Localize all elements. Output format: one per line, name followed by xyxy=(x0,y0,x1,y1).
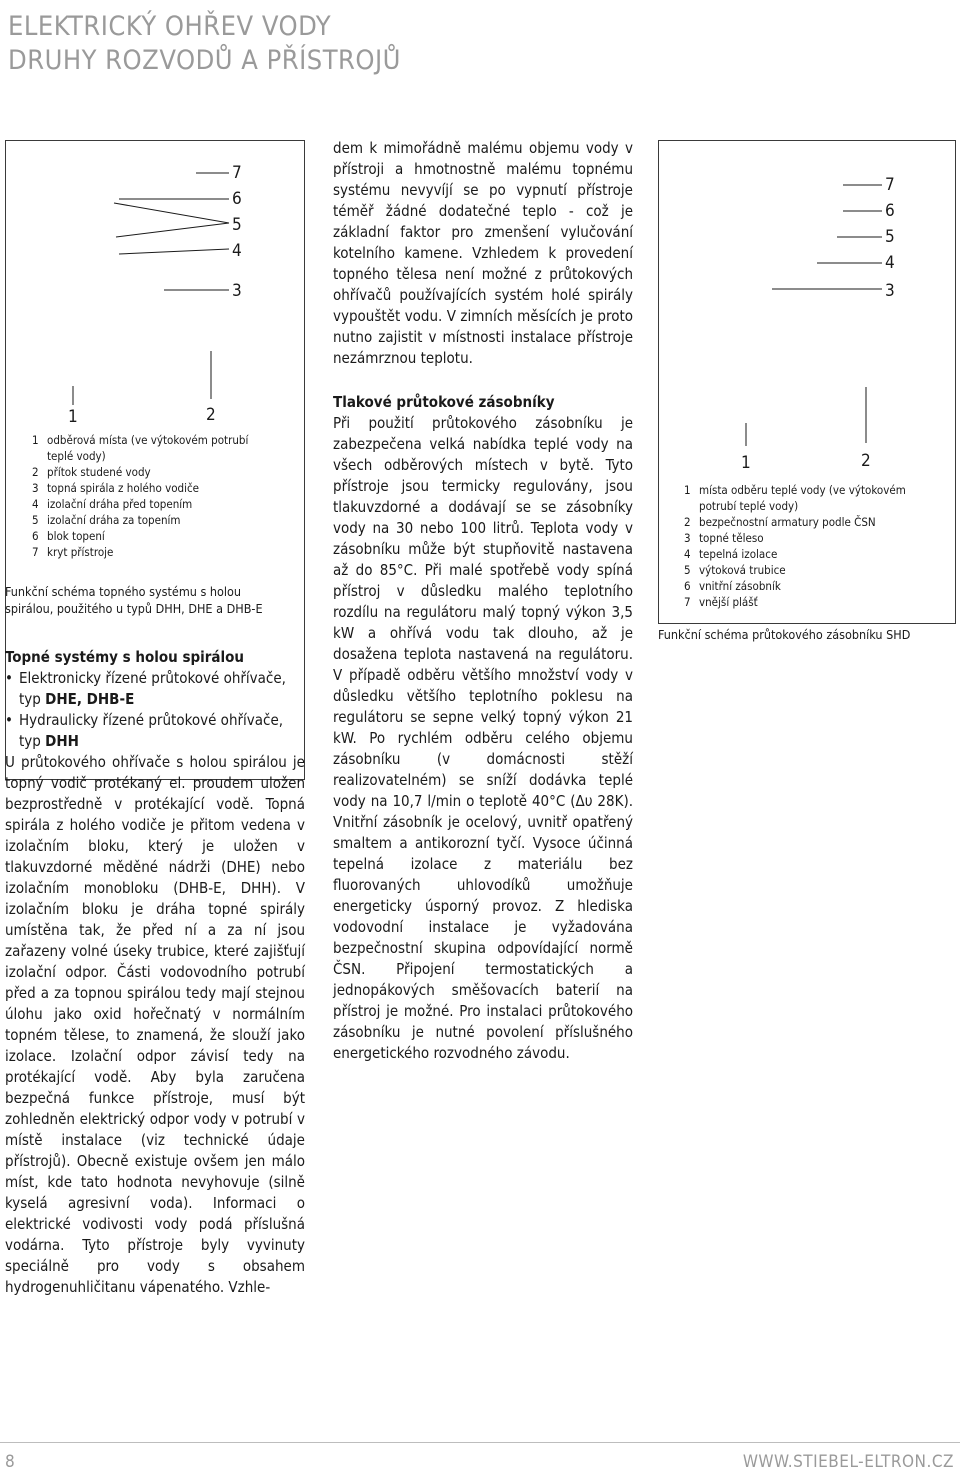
bullet-2-bold: DHH xyxy=(45,732,79,750)
legend-item xyxy=(32,512,272,528)
footer-divider xyxy=(0,1442,960,1443)
label-2: 2 xyxy=(206,405,216,425)
legend-item xyxy=(684,514,924,530)
bullet-dot: • xyxy=(5,711,13,729)
legend-text: výtoková trubice xyxy=(699,563,786,577)
legend-item xyxy=(32,496,272,512)
label-7: 7 xyxy=(232,163,242,183)
middle-continuation-text: dem k mimořádně malému objemu vody v přístroji a hmotnostně malému topnému systému nevyvíjí se po vypnutí přístroje téměř žádné dodatečné teplo - což je základní faktor pro zmenšení vylučování kotelního kamene. Vzhledem k provedení topného tělesa není možné z průtokových ohřívačů používajících systém holé spirály vypouštět vodu. V zimních měsících je proto nutno zajistit v místnosti instalace přístroje nezámrznou teplotu. xyxy=(333,139,633,367)
label-6: 6 xyxy=(885,201,895,221)
legend-number: 6 xyxy=(684,579,691,593)
right-diagram-caption: Funkční schéma průtokového zásobníku SHD xyxy=(658,627,911,642)
legend-text: přítok studené vody xyxy=(47,465,151,479)
bullet-1-bold: DHE, DHB-E xyxy=(45,690,135,708)
label-1: 1 xyxy=(741,453,751,473)
legend-text: blok topení xyxy=(47,529,105,543)
legend-number: 1 xyxy=(684,483,691,497)
legend-number: 2 xyxy=(684,515,691,529)
right-legend xyxy=(684,482,924,610)
legend-text: izolační dráha za topením xyxy=(47,513,181,527)
page-number: 8 xyxy=(5,1452,15,1472)
section-body-holou: U průtokového ohřívače s holou spirálou je topný vodič protékaný el. proudem uložen bezprostředně v protékající vodě. Topná spirála z holého vodiče je přitom vedena v izolačním bloku, který je uložen v tlakuvzdorné měděné nádrži (DHE) nebo izolačním monobloku (DHB-E, DHH). V izolačním bloku je dráha topné spirály umístěna tak, že před ní a za ní jsou zařazeny volné úseky trubice, které zajišťují izolační odpor. Části vodovodního potrubí před a za topnou spirálou tedy mají stejnou úlohu jako oxid hořečnatý v normálním topném tělese, to znamená, že slouží jako izolace. Izolační odpor závisí tedy na protékající vodě. Aby byla zaručena bezpečná funkce přístroje, musí být zohledněn elektrický odpor vody v potrubí v místě instalace (viz technické údaje přístrojů). Obecně existuje ovšem jen málo míst, kde tato hodnota nevyhovuje (silně kyselá agresivní voda). Informaci o elektrické vodivosti vody podá příslušná vodárna. Tyto přístroje byly vyvinuty speciálně pro vody s obsahem hydrogenuhličitanu vápenatého. Vzhle- xyxy=(5,753,305,1296)
leader-5b xyxy=(116,223,229,237)
legend-number: 5 xyxy=(684,563,691,577)
legend-item xyxy=(684,562,924,578)
section-body-tlakove: Při použití průtokového zásobníku je zabezpečena velká nabídka teplé vody na všech odběrových místech v bytě. Tyto přístroje jsou termicky regulovány, jsou tlakuvzdorné a dodávají se se zásobníky vody na 30 nebo 100 litrů. Teplota vody v zásobníku může být stupňovitě nastavena až do 85°C. Při malé spotřebě vody spíná přístroj v důsledku malého teplotního rozdílu na regulátoru malý topný výkon 3,5 kW a ohřívá vodu tak dlouho, až je dosažena teplota nastavená na regulátoru. V případě odběru většího množství vody v důsledku většího teplotního poklesu na regulátoru se sepne velký topný výkon 21 kW. Po rychlém odběru celého objemu zásobníku (v domácnosti stěží realizovatelném) se sníží dodávka teplé vody na 10,7 l/min o teplotě 40°C (Δυ 28K). Vnitřní zásobník je ocelový, uvnitř opatřený smaltem a antikorozní tyčí. Vysoce účinná tepelná izolace z materiálu bez fluorovaných uhlovodíků umožňuje energeticky úsporný provoz. Z hlediska vodovodní instalace je vyžadována bezpečnostní skupina odpovídající normě ČSN. Připojení termostatických a jednopákových směšovacích baterií na přístroj je možné. Pro instalaci průtokového zásobníku je nutné povolení příslušného energetického rozvodného závodu. xyxy=(333,414,633,1062)
label-4: 4 xyxy=(232,241,242,261)
legend-number: 5 xyxy=(32,513,39,527)
page-title xyxy=(8,10,401,78)
label-7: 7 xyxy=(885,175,895,195)
legend-item xyxy=(684,530,924,546)
legend-number: 7 xyxy=(684,595,691,609)
legend-text: místa odběru teplé vody (ve výtokovém potrubí teplé vody) xyxy=(699,483,906,513)
bullet-dot: • xyxy=(5,669,13,687)
legend-item xyxy=(32,544,272,560)
legend-item xyxy=(32,528,272,544)
label-5: 5 xyxy=(885,227,895,247)
label-3: 3 xyxy=(885,281,895,301)
legend-number: 1 xyxy=(32,433,39,447)
legend-text: tepelná izolace xyxy=(699,547,778,561)
section-heading-tlakove: Tlakové průtokové zásobníky xyxy=(333,393,555,411)
legend-text: topné těleso xyxy=(699,531,764,545)
legend-text: vnější plášť xyxy=(699,595,758,609)
legend-text: bezpečnostní armatury podle ČSN xyxy=(699,515,876,529)
legend-text: odběrová místa (ve výtokovém potrubí teplé vody) xyxy=(47,433,249,463)
bullet-2-text: Hydraulicky řízené průtokové ohřívače, typ xyxy=(19,711,284,750)
footer-url[interactable]: WWW.STIEBEL-ELTRON.CZ xyxy=(742,1452,954,1472)
legend-number: 3 xyxy=(32,481,39,495)
legend-item xyxy=(32,480,272,496)
legend-text: topná spirála z holého vodiče xyxy=(47,481,200,495)
label-2: 2 xyxy=(861,451,871,471)
legend-text: vnitřní zásobník xyxy=(699,579,781,593)
middle-column-lower xyxy=(333,392,633,1064)
bullet-text xyxy=(19,668,305,710)
legend-item xyxy=(684,594,924,610)
section-heading-holou: Topné systémy s holou spirálou xyxy=(5,648,245,666)
middle-column xyxy=(333,138,633,369)
legend-number: 7 xyxy=(32,545,39,559)
leader-4 xyxy=(119,249,229,254)
left-legend xyxy=(32,432,272,560)
legend-text: izolační dráha před topením xyxy=(47,497,193,511)
legend-text: kryt přístroje xyxy=(47,545,114,559)
bullet-item xyxy=(5,710,305,752)
label-5: 5 xyxy=(232,215,242,235)
legend-item xyxy=(684,578,924,594)
legend-item xyxy=(684,546,924,562)
label-4: 4 xyxy=(885,253,895,273)
legend-item xyxy=(684,482,924,514)
right-diagram-lines xyxy=(659,141,955,481)
legend-number: 6 xyxy=(32,529,39,543)
legend-number: 3 xyxy=(684,531,691,545)
legend-number: 2 xyxy=(32,465,39,479)
legend-item xyxy=(32,464,272,480)
bullet-1-text: Elektronicky řízené průtokové ohřívače, typ xyxy=(19,669,286,708)
bullet-item xyxy=(5,668,305,710)
leader-5a xyxy=(114,203,229,223)
legend-number: 4 xyxy=(32,497,39,511)
bullet-text xyxy=(19,710,305,752)
legend-number: 4 xyxy=(684,547,691,561)
title-line-2: DRUHY ROZVODŮ A PŘÍSTROJŮ xyxy=(8,45,401,76)
label-3: 3 xyxy=(232,281,242,301)
legend-item xyxy=(32,432,272,464)
left-diagram-caption: Funkční schéma topného systému s holou spirálou, použitého u typů DHH, DHE a DHB-E xyxy=(5,584,263,616)
label-1: 1 xyxy=(68,407,78,427)
label-6: 6 xyxy=(232,189,242,209)
title-line-1: ELEKTRICKÝ OHŘEV VODY xyxy=(8,11,332,42)
left-column xyxy=(5,647,305,1298)
